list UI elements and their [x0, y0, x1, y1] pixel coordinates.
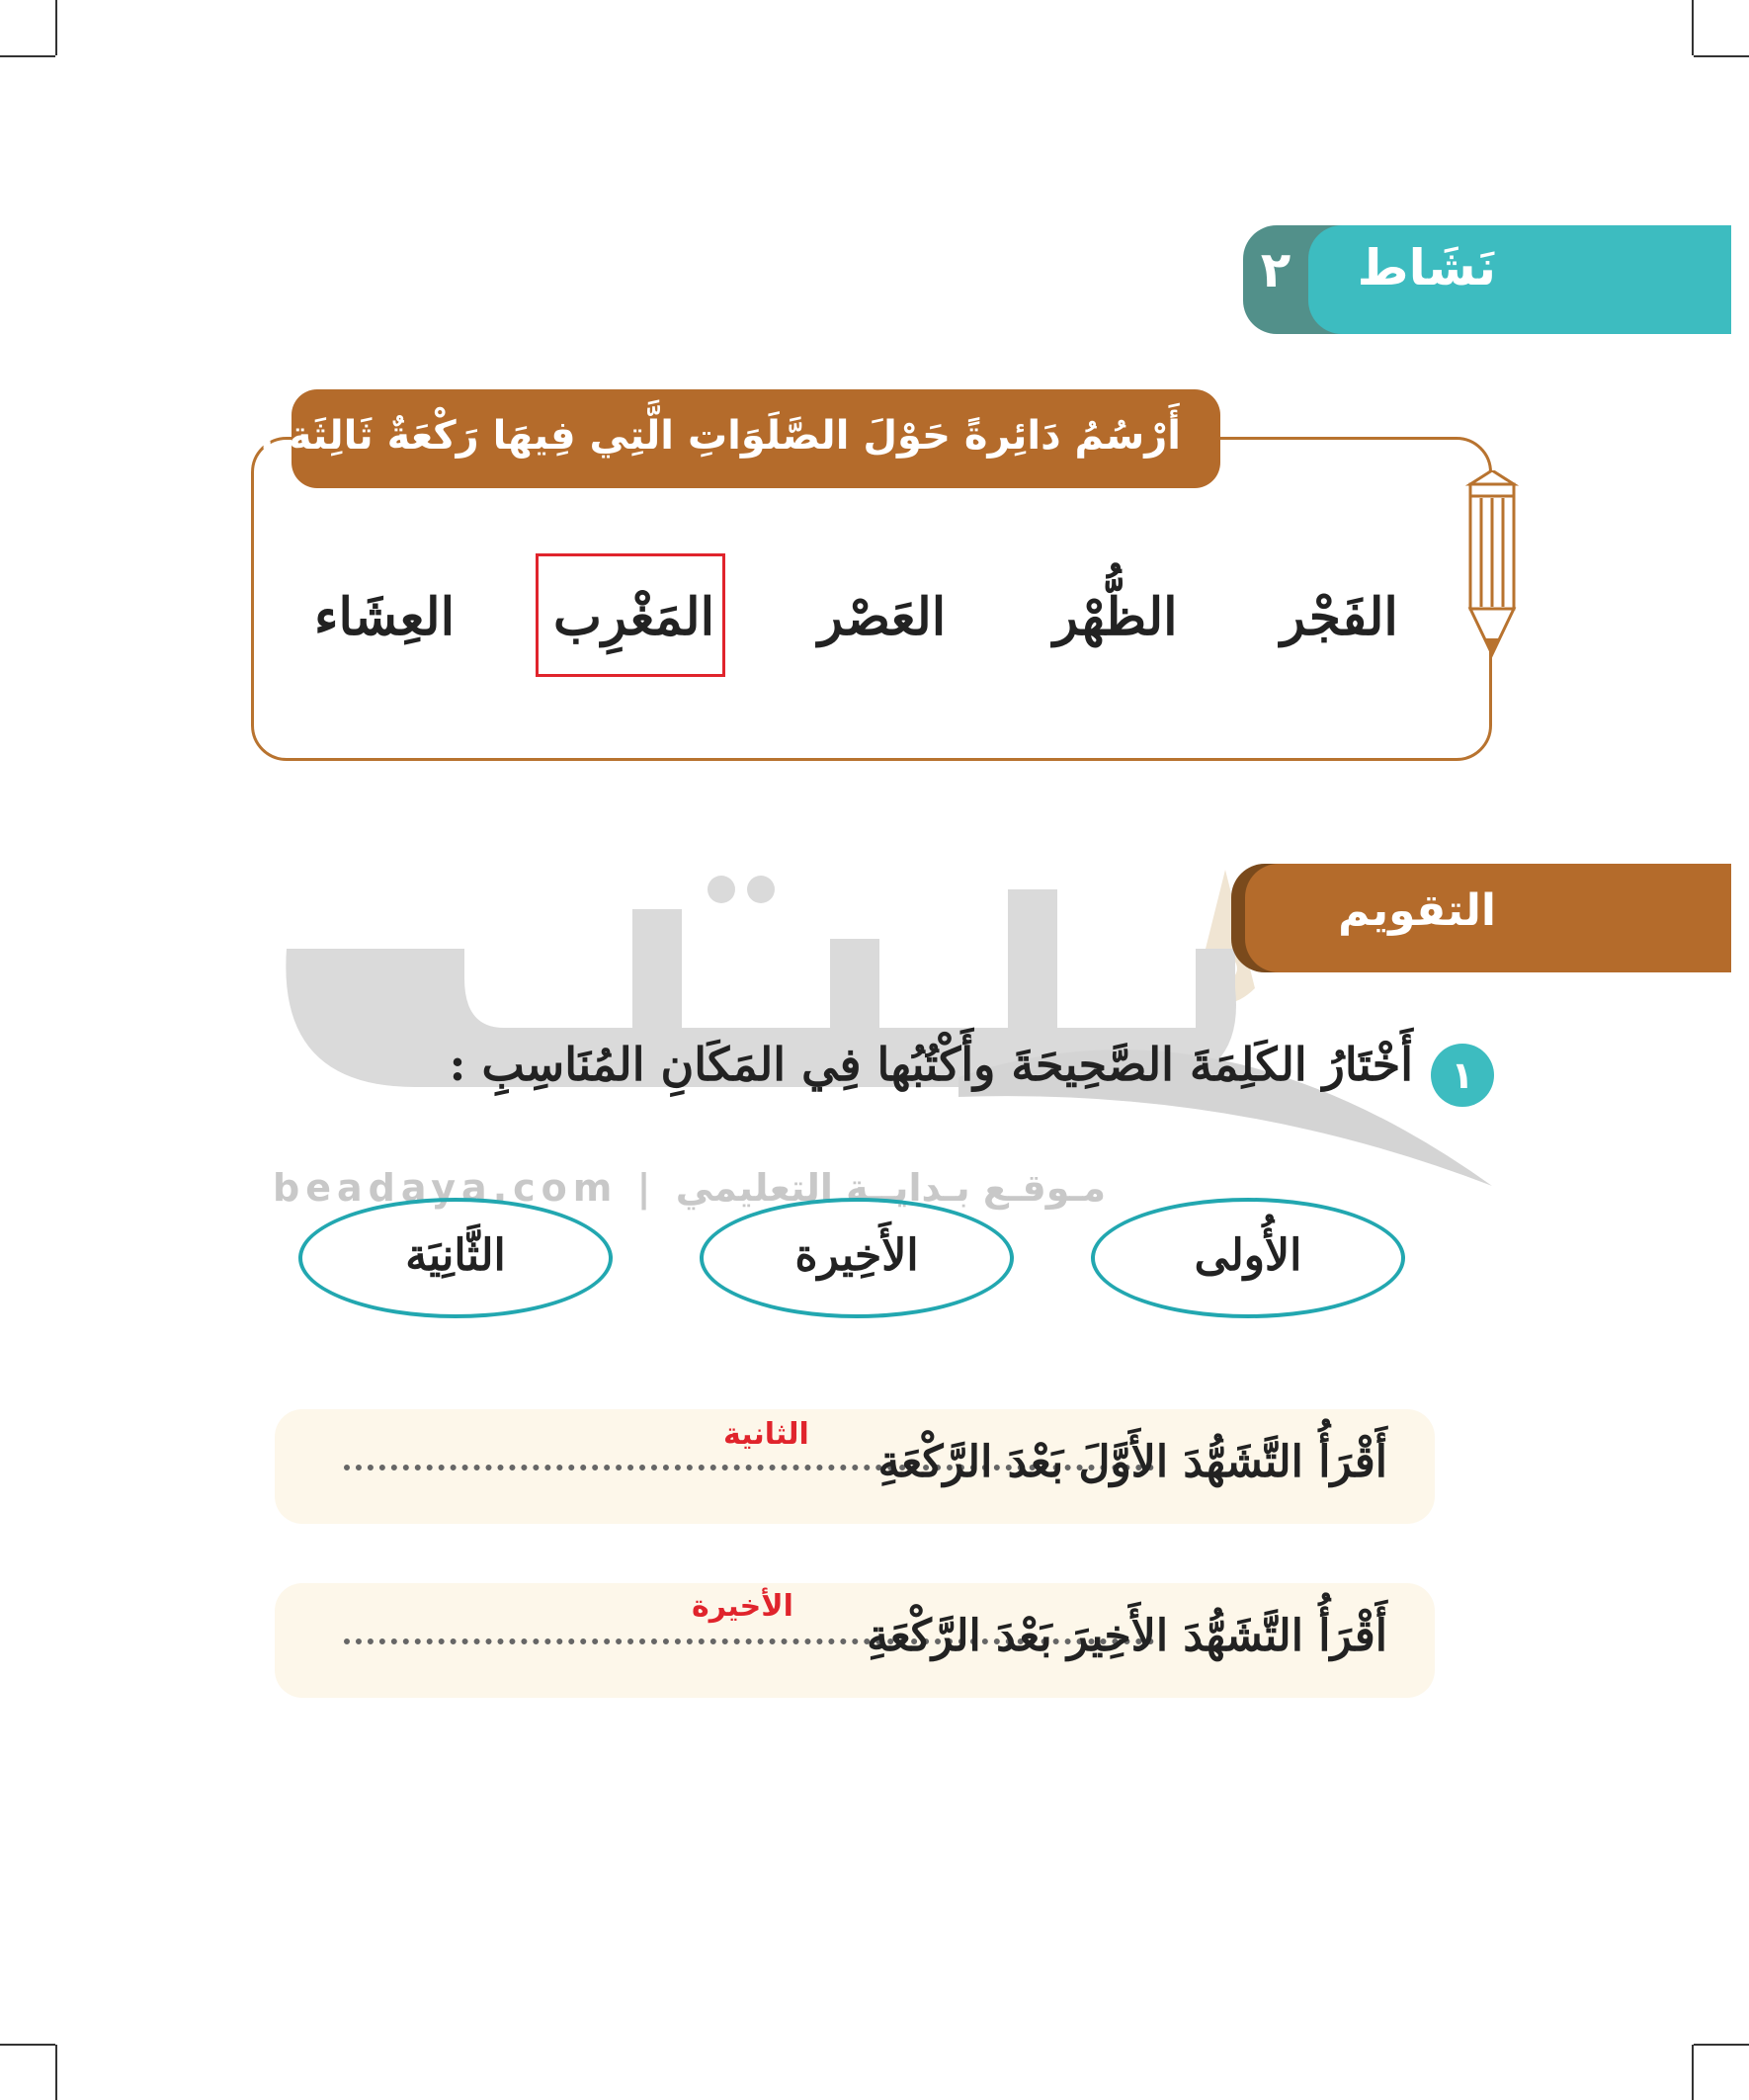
- prayer-dhuhr[interactable]: الظُّهْر: [1053, 587, 1178, 647]
- crop-mark: [55, 0, 57, 55]
- sentence-text: أَقْرَأُ التَّشَهُّدَ الأَوَّلَ بَعْدَ الرَّكْعَةِ: [877, 1437, 1387, 1487]
- pencil-icon: [1464, 470, 1520, 658]
- sentence-row: [275, 1409, 1435, 1524]
- choice-first[interactable]: الأُولى: [1091, 1198, 1405, 1318]
- choice-second[interactable]: الثَّانِيَة: [298, 1198, 613, 1318]
- watermark-site: beadaya.com | مـوقـع بـدايــة التعليمي: [273, 1166, 1107, 1210]
- crop-mark: [55, 2045, 57, 2100]
- crop-mark: [0, 2044, 55, 2046]
- sentence-answer: الأخيرة: [692, 1589, 793, 1624]
- choice-last[interactable]: الأَخِيرة: [700, 1198, 1014, 1318]
- crop-mark: [1694, 55, 1749, 57]
- prayer-fajr[interactable]: الفَجْر: [1281, 587, 1398, 647]
- activity-instruction: أَرْسُمُ دَائِرةً حَوْلَ الصَّلَوَاتِ الَّتِي فِيهَا رَكْعَةٌ ثَالِثَة :: [292, 389, 1220, 488]
- sentence-row: [275, 1583, 1435, 1698]
- sentence-text: أَقْرَأُ التَّشَهُّدَ الأَخِيرَ بَعْدَ الرَّكْعَةِ: [867, 1611, 1387, 1661]
- activity-banner: [1243, 225, 1731, 334]
- question-text: أَخْتَارُ الكَلِمَةَ الصَّحِيحَةَ وأَكْتُبُها فِي المَكَانِ المُنَاسِبِ :: [449, 1038, 1413, 1091]
- activity-number: ٢: [1260, 241, 1291, 298]
- evaluation-label: التقويم: [1338, 885, 1496, 936]
- crop-mark: [1692, 2045, 1694, 2100]
- prayer-asr[interactable]: العَصْر: [818, 587, 947, 647]
- selected-answer-box: [536, 553, 725, 677]
- crop-mark: [1694, 2044, 1749, 2046]
- crop-mark: [0, 55, 55, 57]
- prayer-maghrib[interactable]: المَغْرِب: [553, 587, 715, 647]
- prayer-isha[interactable]: العِشَاء: [314, 587, 456, 647]
- evaluation-banner: [1231, 864, 1731, 972]
- question-number: ١: [1431, 1044, 1494, 1107]
- activity-label: نَشَاط: [1357, 239, 1496, 296]
- crop-mark: [1692, 0, 1694, 55]
- sentence-answer: الثانية: [723, 1417, 809, 1452]
